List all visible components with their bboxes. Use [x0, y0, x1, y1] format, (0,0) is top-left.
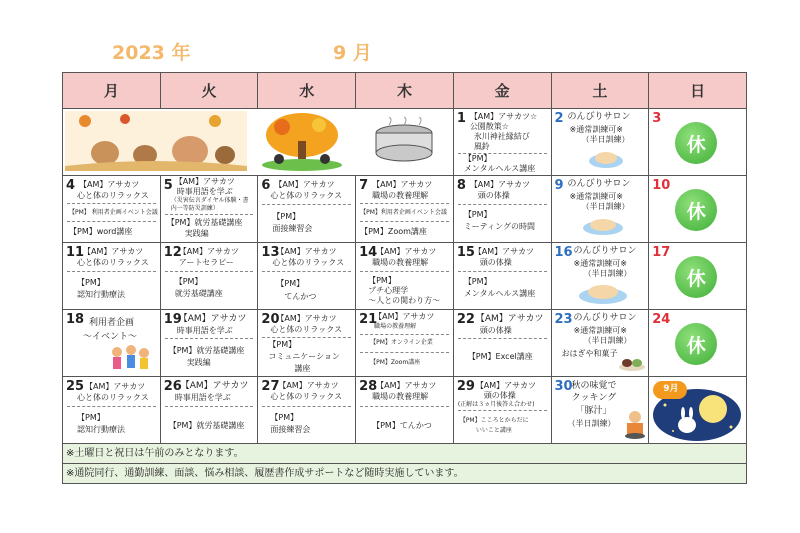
pm-label: 【PM】 [270, 413, 299, 422]
am-label: 【AM】アサカツ [469, 180, 531, 189]
day-number: 10 [652, 178, 671, 193]
day-number: 23 [554, 312, 573, 327]
pm-activity: 認知行動療法 [77, 290, 125, 299]
day-number: 7 [359, 178, 369, 193]
am-activity-detail: 内一等防災訓練） [170, 205, 219, 212]
day-number: 30 [554, 379, 573, 394]
day-number: 29 [456, 379, 475, 394]
am-label: 【AM】アサカツ [376, 381, 437, 390]
day-cell-18 [63, 310, 161, 377]
charcoal-grill-illustration [371, 117, 437, 167]
day-cell-7 [356, 176, 454, 243]
am-activity: アートセラピー [178, 258, 234, 267]
weekday-wed: 水 [258, 73, 356, 109]
day-number: 11 [66, 245, 85, 260]
day-number: 27 [261, 379, 280, 394]
am-activity: 職場の教養理解 [372, 191, 429, 200]
month-badge: 9月 [663, 384, 679, 394]
day-number: 12 [163, 245, 182, 260]
am-activity: 公園散策☆ [469, 122, 509, 131]
am-label: 【AM】アサカツ [79, 180, 140, 189]
note-support-services: ※通院同行、通勤訓練、面談、悩み相談、履歴書作成サポートなど随時実施しています。 [63, 464, 747, 484]
pm-activity: いいこと講座 [475, 427, 512, 434]
day-cell-2 [551, 109, 649, 176]
am-activity: 時事用語を学ぶ [176, 326, 233, 335]
salon-label: のんびりサロン [567, 179, 631, 189]
am-activity: 時事用語を学ぶ [174, 393, 231, 402]
week-row-3 [63, 243, 747, 310]
day-number: 26 [163, 379, 182, 394]
day-cell-21 [356, 310, 454, 377]
salon-note: ※通常訓練可※ [569, 125, 623, 134]
am-label: 【AM】アサカツ [276, 314, 337, 323]
pm-activity: ミーティングの時間 [463, 222, 536, 231]
day-cell-4 [63, 176, 161, 243]
cooking-person-icon [622, 409, 648, 439]
salon-note: ※通常訓練可※ [573, 259, 627, 268]
salon-label: のんびりサロン [567, 112, 631, 122]
day-cell-20 [258, 310, 356, 377]
day-number: 15 [456, 245, 475, 260]
am-activity: 心と体のリラックス [77, 258, 149, 267]
day-number: 25 [66, 379, 85, 394]
event-label: 利用者企画 [89, 318, 135, 328]
pm-activity: 実践編 [184, 229, 209, 238]
pm-label: 【PM】 [77, 278, 105, 287]
week-row-1 [63, 109, 747, 176]
day-cell-1 [453, 109, 551, 176]
calendar-month: 9 月 [333, 42, 372, 64]
pm-activity: メンタルヘルス講座 [463, 164, 536, 173]
holiday-badge: 休 [675, 323, 717, 365]
am-label: 【AM】アサカツ [85, 382, 146, 391]
day-cell-5 [160, 176, 258, 243]
pm-activity: 【PM】利用者企画イベント会議 [360, 209, 447, 216]
weekday-header-row [63, 73, 747, 109]
salon-note: （半日訓練） [581, 135, 630, 144]
day-number: 21 [359, 312, 378, 327]
am-label: 【AM】アサカツ [372, 180, 433, 189]
day-cell-30 [551, 377, 649, 444]
am-activity: 職場の教養理解 [372, 392, 429, 401]
sleeping-pet-icon [578, 279, 628, 305]
day-cell-27 [258, 377, 356, 444]
am-activity: 時事用語を学ぶ [176, 187, 233, 196]
am-activity: 心と体のリラックス [270, 325, 343, 334]
day-number: 9 [554, 178, 564, 193]
am-activity: 心と体のリラックス [272, 258, 345, 267]
am-label: 【AM】アサカツ [376, 247, 437, 256]
salon-label: のんびりサロン [573, 246, 637, 256]
pm-activity: 【PM】就労基礎講座 [168, 346, 245, 355]
day-number: 4 [66, 178, 76, 193]
pm-activity: 【PM】こころとからだに [459, 417, 529, 424]
pm-activity: 【PM】Zoom講座 [370, 359, 421, 366]
am-label: 【AM】アサカツ [374, 312, 435, 321]
salon-note: ※通常訓練可※ [569, 192, 623, 201]
am-activity-detail: 風鈴 [473, 142, 490, 151]
pm-activity: 認知行動療法 [77, 425, 125, 434]
am-activity: 心と体のリラックス [77, 191, 149, 200]
am-activity: 心と体のリラックス [270, 392, 343, 401]
day-number: 14 [359, 245, 378, 260]
event-label: ～イベント～ [83, 332, 138, 342]
pm-activity: コミュニケーション [268, 352, 340, 361]
holiday-badge: 休 [675, 122, 717, 164]
day-cell-22 [453, 310, 551, 377]
day-cell-23 [551, 310, 649, 377]
pm-label: 【PM】 [272, 212, 301, 221]
moon-rabbit-cell [649, 377, 747, 444]
pm-label: 【PM】 [268, 340, 297, 349]
am-label: 【AM】アサカツ [475, 314, 544, 324]
am-activity: 頭の体操 [479, 258, 512, 267]
day-cell-12 [160, 243, 258, 310]
day-cell-19 [160, 310, 258, 377]
am-activity: 頭の体操 [483, 391, 516, 400]
am-label: 【AM】アサカツ [276, 247, 337, 256]
weekday-mon: 月 [63, 73, 161, 109]
pm-activity: 就労基礎講座 [174, 289, 223, 298]
am-activity: 職場の教養理解 [374, 323, 417, 330]
day-number: 8 [456, 178, 466, 193]
note-row-1 [63, 444, 747, 464]
am-activity: 職場の教養理解 [372, 258, 429, 267]
autumn-illustration-cell [63, 109, 454, 176]
am-activity-detail: (正解は３ヵ月後答え合わせ) [457, 401, 535, 408]
pm-activity: 講座 [294, 364, 311, 373]
salon-note: ※通常訓練可※ [573, 326, 627, 335]
day-number: 28 [359, 379, 378, 394]
note-saturday-holiday: ※土曜日と祝日は午前のみとなります。 [63, 444, 747, 464]
pm-activity: 【PM】てんかつ [372, 421, 432, 430]
day-cell-13 [258, 243, 356, 310]
day-cell-8 [453, 176, 551, 243]
day-cell-26 [160, 377, 258, 444]
week-row-4 [63, 310, 747, 377]
am-label: 【AM】アサカツ [475, 381, 537, 390]
pm-activity: 【PM】 利用者企画イベント会議 [69, 209, 158, 216]
am-activity-detail: （災害伝言ダイヤル体験・書 [170, 197, 249, 204]
pm-label: 【PM】 [174, 277, 203, 286]
pm-activity: 【PM】word講座 [69, 227, 133, 236]
day-cell-15 [453, 243, 551, 310]
cooking-label: クッキング [571, 393, 617, 403]
weekday-tue: 火 [160, 73, 258, 109]
day-cell-17 [649, 243, 747, 310]
salon-note: （半日訓練） [583, 269, 632, 278]
pm-activity: メンタルヘルス講座 [463, 289, 536, 298]
am-label: 【AM】アサカツ☆ [469, 112, 538, 121]
day-cell-28 [356, 377, 454, 444]
pm-activity: 【PM】Excel講座 [467, 352, 533, 361]
day-cell-6 [258, 176, 356, 243]
day-cell-14 [356, 243, 454, 310]
am-label: 【AM】アサカツ [83, 247, 144, 256]
day-cell-16 [551, 243, 649, 310]
am-activity: 心と体のリラックス [270, 191, 343, 200]
am-label: 【AM】アサカツ [278, 381, 339, 390]
pm-label: 【PM】 [463, 210, 492, 219]
day-cell-9 [551, 176, 649, 243]
salon-label: のんびりサロン [573, 313, 637, 323]
day-cell-24 [649, 310, 747, 377]
week-row-5 [63, 377, 747, 444]
pm-activity: 面接練習会 [270, 425, 311, 434]
pm-label: 【PM】 [463, 154, 492, 163]
day-cell-11 [63, 243, 161, 310]
pm-activity: ～人との関わり方～ [368, 296, 441, 305]
am-activity: 心と体のリラックス [77, 393, 149, 402]
children-playing-illustration [107, 344, 153, 372]
monthly-calendar [62, 72, 747, 484]
pm-activity: てんかつ [284, 292, 317, 301]
calendar-year: 2023 年 [112, 42, 191, 64]
day-number: 13 [261, 245, 280, 260]
am-label: 【AM】アサカツ [174, 177, 235, 186]
day-number: 18 [66, 312, 85, 327]
cooking-dish: 「豚汁」 [575, 406, 612, 416]
sleeping-pet-icon [588, 147, 624, 169]
day-number: 16 [554, 245, 573, 260]
weekday-thu: 木 [356, 73, 454, 109]
day-cell-25 [63, 377, 161, 444]
salon-note: （半日訓練） [567, 419, 616, 428]
holiday-badge: 休 [675, 189, 717, 231]
salon-note: おはぎや和菓子 [561, 349, 618, 358]
pm-activity: 【PM】Zoom講座 [360, 227, 427, 236]
note-row-2 [63, 464, 747, 484]
day-cell-3 [649, 109, 747, 176]
pm-activity: 実践編 [186, 358, 211, 367]
pm-activity: 【PM】就労基礎講座 [166, 218, 243, 227]
day-cell-29 [453, 377, 551, 444]
weekday-sat: 土 [551, 73, 649, 109]
weekday-sun: 日 [649, 73, 747, 109]
pm-activity: 【PM】就労基礎講座 [168, 421, 245, 430]
pm-activity: 面接練習会 [272, 224, 313, 233]
am-activity: 頭の体操 [479, 326, 512, 335]
holiday-badge: 休 [675, 256, 717, 298]
pm-activity: プチ心理学 [368, 286, 409, 295]
am-label: 【AM】アサカツ [274, 180, 335, 189]
week-row-2 [63, 176, 747, 243]
wagashi-plate-icon [618, 354, 646, 372]
pm-label: 【PM】 [368, 276, 396, 285]
day-number: 5 [163, 178, 173, 193]
autumn-tree-picnic-illustration [257, 111, 347, 171]
day-number: 20 [261, 312, 280, 327]
day-number: 24 [652, 312, 671, 327]
am-label: 【AM】アサカツ [473, 247, 535, 256]
day-number: 1 [456, 111, 466, 126]
sleeping-pet-icon [582, 214, 624, 236]
day-cell-10 [649, 176, 747, 243]
pm-activity: 【PM】オンライン企業 [370, 339, 433, 346]
cooking-label: 秋の味覚で [571, 381, 617, 391]
am-activity-detail: 氷川神社縁結び [473, 132, 530, 141]
weekday-fri: 金 [453, 73, 551, 109]
day-number: 19 [163, 312, 182, 327]
pm-label: 【PM】 [77, 413, 105, 422]
pm-label: 【PM】 [463, 277, 492, 286]
am-label: 【AM】アサカツ [178, 247, 239, 256]
autumn-animals-illustration [65, 111, 247, 171]
day-number: 6 [261, 178, 271, 193]
day-number: 17 [652, 245, 671, 260]
day-number: 2 [554, 111, 564, 126]
day-number: 3 [652, 111, 662, 126]
salon-note: （半日訓練） [581, 202, 630, 211]
am-label: 【AM】アサカツ [180, 381, 249, 391]
am-label: 【AM】アサカツ [178, 314, 247, 324]
pm-label: 【PM】 [276, 279, 305, 288]
am-activity: 頭の体操 [477, 191, 510, 200]
salon-note: （半日訓練） [583, 336, 632, 345]
day-number: 22 [456, 312, 475, 327]
